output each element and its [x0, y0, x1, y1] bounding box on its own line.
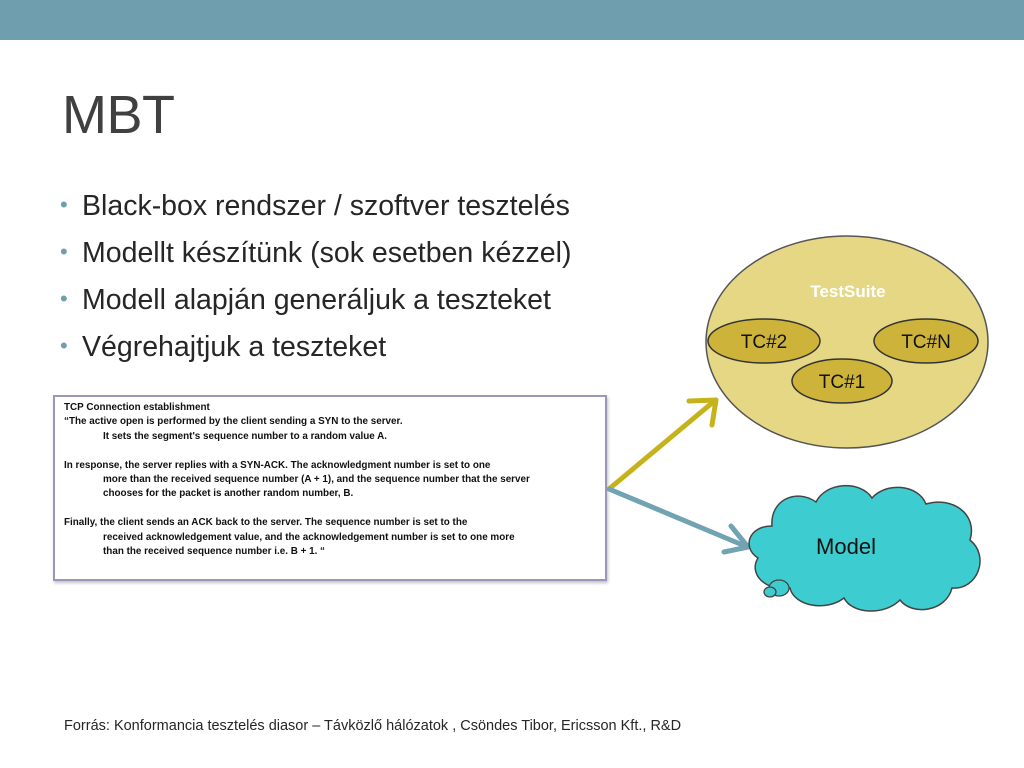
slide-title: MBT — [62, 85, 175, 145]
arrow-to-testsuite — [609, 400, 716, 489]
arrow-to-model — [609, 489, 748, 552]
tcp-line: “The active open is performed by the client sending a SYN to the server. — [64, 416, 403, 428]
tcp-line: more than the received sequence number (A + 1), and the sequence number that the server — [103, 473, 530, 485]
tcp-line: than the received sequence number i.e. B + 1. “ — [103, 545, 325, 557]
bullet-text: Modellt készítünk (sok esetben kézzel) — [82, 237, 572, 269]
bullet-dot-icon: • — [60, 239, 68, 264]
tcp-line: received acknowledgement value, and the acknowledgement number is set to one more — [103, 531, 515, 543]
source-footer: Forrás: Konformancia tesztelés diasor – Távközlő hálózatok , Csöndes Tibor, Ericsson Kft., R&D — [64, 718, 682, 734]
bullet-text: Black-box rendszer / szoftver tesztelés — [82, 190, 570, 222]
bullet-dot-icon: • — [60, 333, 68, 358]
test-case-label: TC#1 — [818, 372, 866, 393]
tcp-line: Finally, the client sends an ACK back to the server. The sequence number is set to the — [64, 517, 468, 529]
testsuite-label: TestSuite — [810, 282, 886, 301]
test-case-label: TC#2 — [740, 332, 788, 353]
bullet-dot-icon: • — [60, 192, 68, 217]
model-label: Model — [816, 534, 876, 559]
tcp-heading: TCP Connection establishment — [64, 402, 210, 413]
test-case-label: TC#N — [901, 332, 951, 353]
bullet-dot-icon: • — [60, 286, 68, 311]
bullet-text: Modell alapján generáljuk a teszteket — [82, 284, 551, 316]
tcp-line: It sets the segment's sequence number to a random value A. — [103, 430, 388, 442]
tcp-line: chooses for the packet is another random number, B. — [103, 488, 354, 500]
tcp-line: In response, the server replies with a SYN-ACK. The acknowledgment number is set to one — [64, 459, 491, 471]
bullet-text: Végrehajtjuk a teszteket — [82, 331, 387, 363]
